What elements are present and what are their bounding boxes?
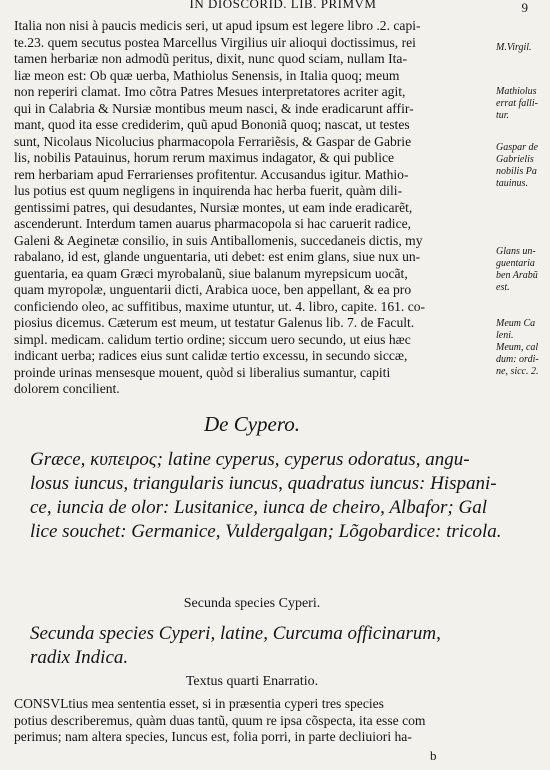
margin-note xyxy=(496,42,550,54)
text-line: guentaria, ea quam Græci myrobalanũ, siue balanum myrepsicum uocãt, xyxy=(14,265,408,281)
text-line: sunt, Nicolaus Nicolucius pharmacopola Ferrariẽsis, & Gaspar de Gabrie xyxy=(14,133,412,149)
margin-note xyxy=(496,246,550,294)
text-line: dolorem concilient. xyxy=(14,381,120,396)
text-line: lus potius est quum negligens in inquirenda hac herba fuerit, quàm dili- xyxy=(14,183,403,198)
synonyms-block xyxy=(30,448,500,544)
page-number: 9 xyxy=(521,0,528,15)
margin-note-line: Meum Ca xyxy=(496,318,536,329)
margin-note xyxy=(496,142,550,190)
text-line: ascenderunt. Interdum tamen auarus pharmacopola si hac caruerit radice, xyxy=(14,216,412,231)
text-line: indicant uerba; radices eius sunt calidæ tertio excessu, in secundo siccæ, xyxy=(14,348,408,363)
text-line: potius describeremus, quàm duas tantũ, quum re ipsa cõspecta, ita esse com xyxy=(14,712,426,728)
text-line: proinde urinas mensesque mouent, quòd si liberalius sumantur, capiti xyxy=(14,364,391,380)
margin-note-line: errat falli- xyxy=(496,98,538,109)
margin-note-line: guentaria xyxy=(496,258,535,269)
synonym-line: Græce, κυπειρος; latine cyperus, cyperus odoratus, angu- xyxy=(30,449,470,470)
margin-note-line: Gaspar de xyxy=(496,142,538,153)
synonym-line: radix Indica. xyxy=(30,647,129,668)
text-line: quam myropolæ, unguentarii dicti, Arabica uoce, ben appellant, & ea pro xyxy=(14,282,412,297)
paragraph-meum xyxy=(14,18,490,398)
margin-note-line: dum: ordi- xyxy=(496,354,539,365)
text-line: simpl. medicam. calidum tertio ordine; siccum uero secundo, ut eius hæc xyxy=(14,331,411,347)
synonym-line: losus iuncus, triangularis iuncus, quadratus iuncus: Hispani- xyxy=(30,473,497,494)
margin-note xyxy=(496,86,550,122)
synonym-line: Secunda species Cyperi, latine, Curcuma officinarum, xyxy=(30,623,441,644)
catchword: b xyxy=(430,748,437,763)
margin-note-line: leni. xyxy=(496,330,514,341)
text-line: perimus; nam altera species, Iuncus est, folia porri, in parte decliuiori ha- xyxy=(14,729,412,744)
text-line: CONSVLtius mea sententia esset, si in præsentia cyperi tres species xyxy=(14,696,384,711)
running-head: IN DIOSCORID. LIB. PRIMVM xyxy=(189,0,377,11)
margin-note-line: ben Arabũ xyxy=(496,270,538,281)
text-line: rabalano, id est, glande unguentaria, uti debet: est enim glans, siue nux un- xyxy=(14,249,421,264)
paragraph-cyperus xyxy=(14,696,490,746)
margin-note-line: tauinus. xyxy=(496,178,528,189)
margin-note-line: est. xyxy=(496,282,510,293)
text-line: liæ meon est: Ob quæ uerba, Mathiolus Senensis, in Italia quoq; meum xyxy=(14,67,400,83)
text-line: qui in Calabria & Nursiæ montibus meum nasci, & inde eradicarunt affir- xyxy=(14,100,414,116)
text-line: non reperiri clamat. Imo cõtra Patres Mesues interpretatores acriter agit, xyxy=(14,84,406,99)
text-line: rem herbariam apud Ferrarienses profitentur. Accusandus igitur. Mathio- xyxy=(14,166,409,182)
synonym-line: lice souchet: Germanice, Vuldergalgan; Lõgobardice: tricola. xyxy=(30,521,502,542)
text-line: tamen herbariæ non admodũ peritus, dixit, nunc quod sciam, nullam Ita- xyxy=(14,51,407,66)
text-line: piosius dicemus. Cæterum est meum, ut testatur Galenus lib. 7. de Facult. xyxy=(14,315,415,330)
section-heading: De Cypero. xyxy=(203,412,301,436)
margin-note-line: nobilis Pa xyxy=(496,166,537,177)
synonyms-second-block xyxy=(30,622,500,670)
margin-note-line: ne, sicc. 2. xyxy=(496,366,539,377)
subheading-enarratio: Textus quarti Enarratio. xyxy=(185,674,319,689)
main-column xyxy=(14,18,502,744)
text-line: lis, nobilis Patauinus, horum rerum maximus indagator, & qui publice xyxy=(14,150,395,165)
text-line: mant, quod ita esse crediderim, quũ apud Bononiã quoq; nascat, ut testes xyxy=(14,117,410,132)
margin-note-line: Gabrielis xyxy=(496,154,534,165)
text-line: gentissimi patres, qui desudantes, Nursiæ montes, ut eam inde eradicarẽt, xyxy=(14,199,413,215)
text-line: Italia non nisi à paucis medicis seri, ut apud ipsum est legere libro .2. capi- xyxy=(14,18,421,33)
margin-note-line: tur. xyxy=(496,110,510,121)
subheading-second-species: Secunda species Cyperi. xyxy=(183,596,321,611)
synonym-line: ce, iuncia de olor: Lusitanice, iunca de cheiro, Albafor; Gal xyxy=(30,497,487,518)
margin-note-line: Meum, cal xyxy=(496,342,539,353)
margin-note xyxy=(496,318,550,378)
text-line: Galeni & Aeginetæ consilio, in suis Antiballomenis, succedaneis dictis, my xyxy=(14,232,423,248)
margin-note-line: M.Virgil. xyxy=(496,42,532,53)
text-line: conficiendo oleo, ac suffitibus, maxime utuntur, ut. 4. libro, capite. 161. co- xyxy=(14,298,426,314)
margin-note-line: Glans un- xyxy=(496,246,536,257)
margin-note-line: Mathiolus xyxy=(496,86,537,97)
text-line: te.23. quem secutus postea Marcellus Virgilius uir alioqui doctissimus, rei xyxy=(14,34,416,50)
